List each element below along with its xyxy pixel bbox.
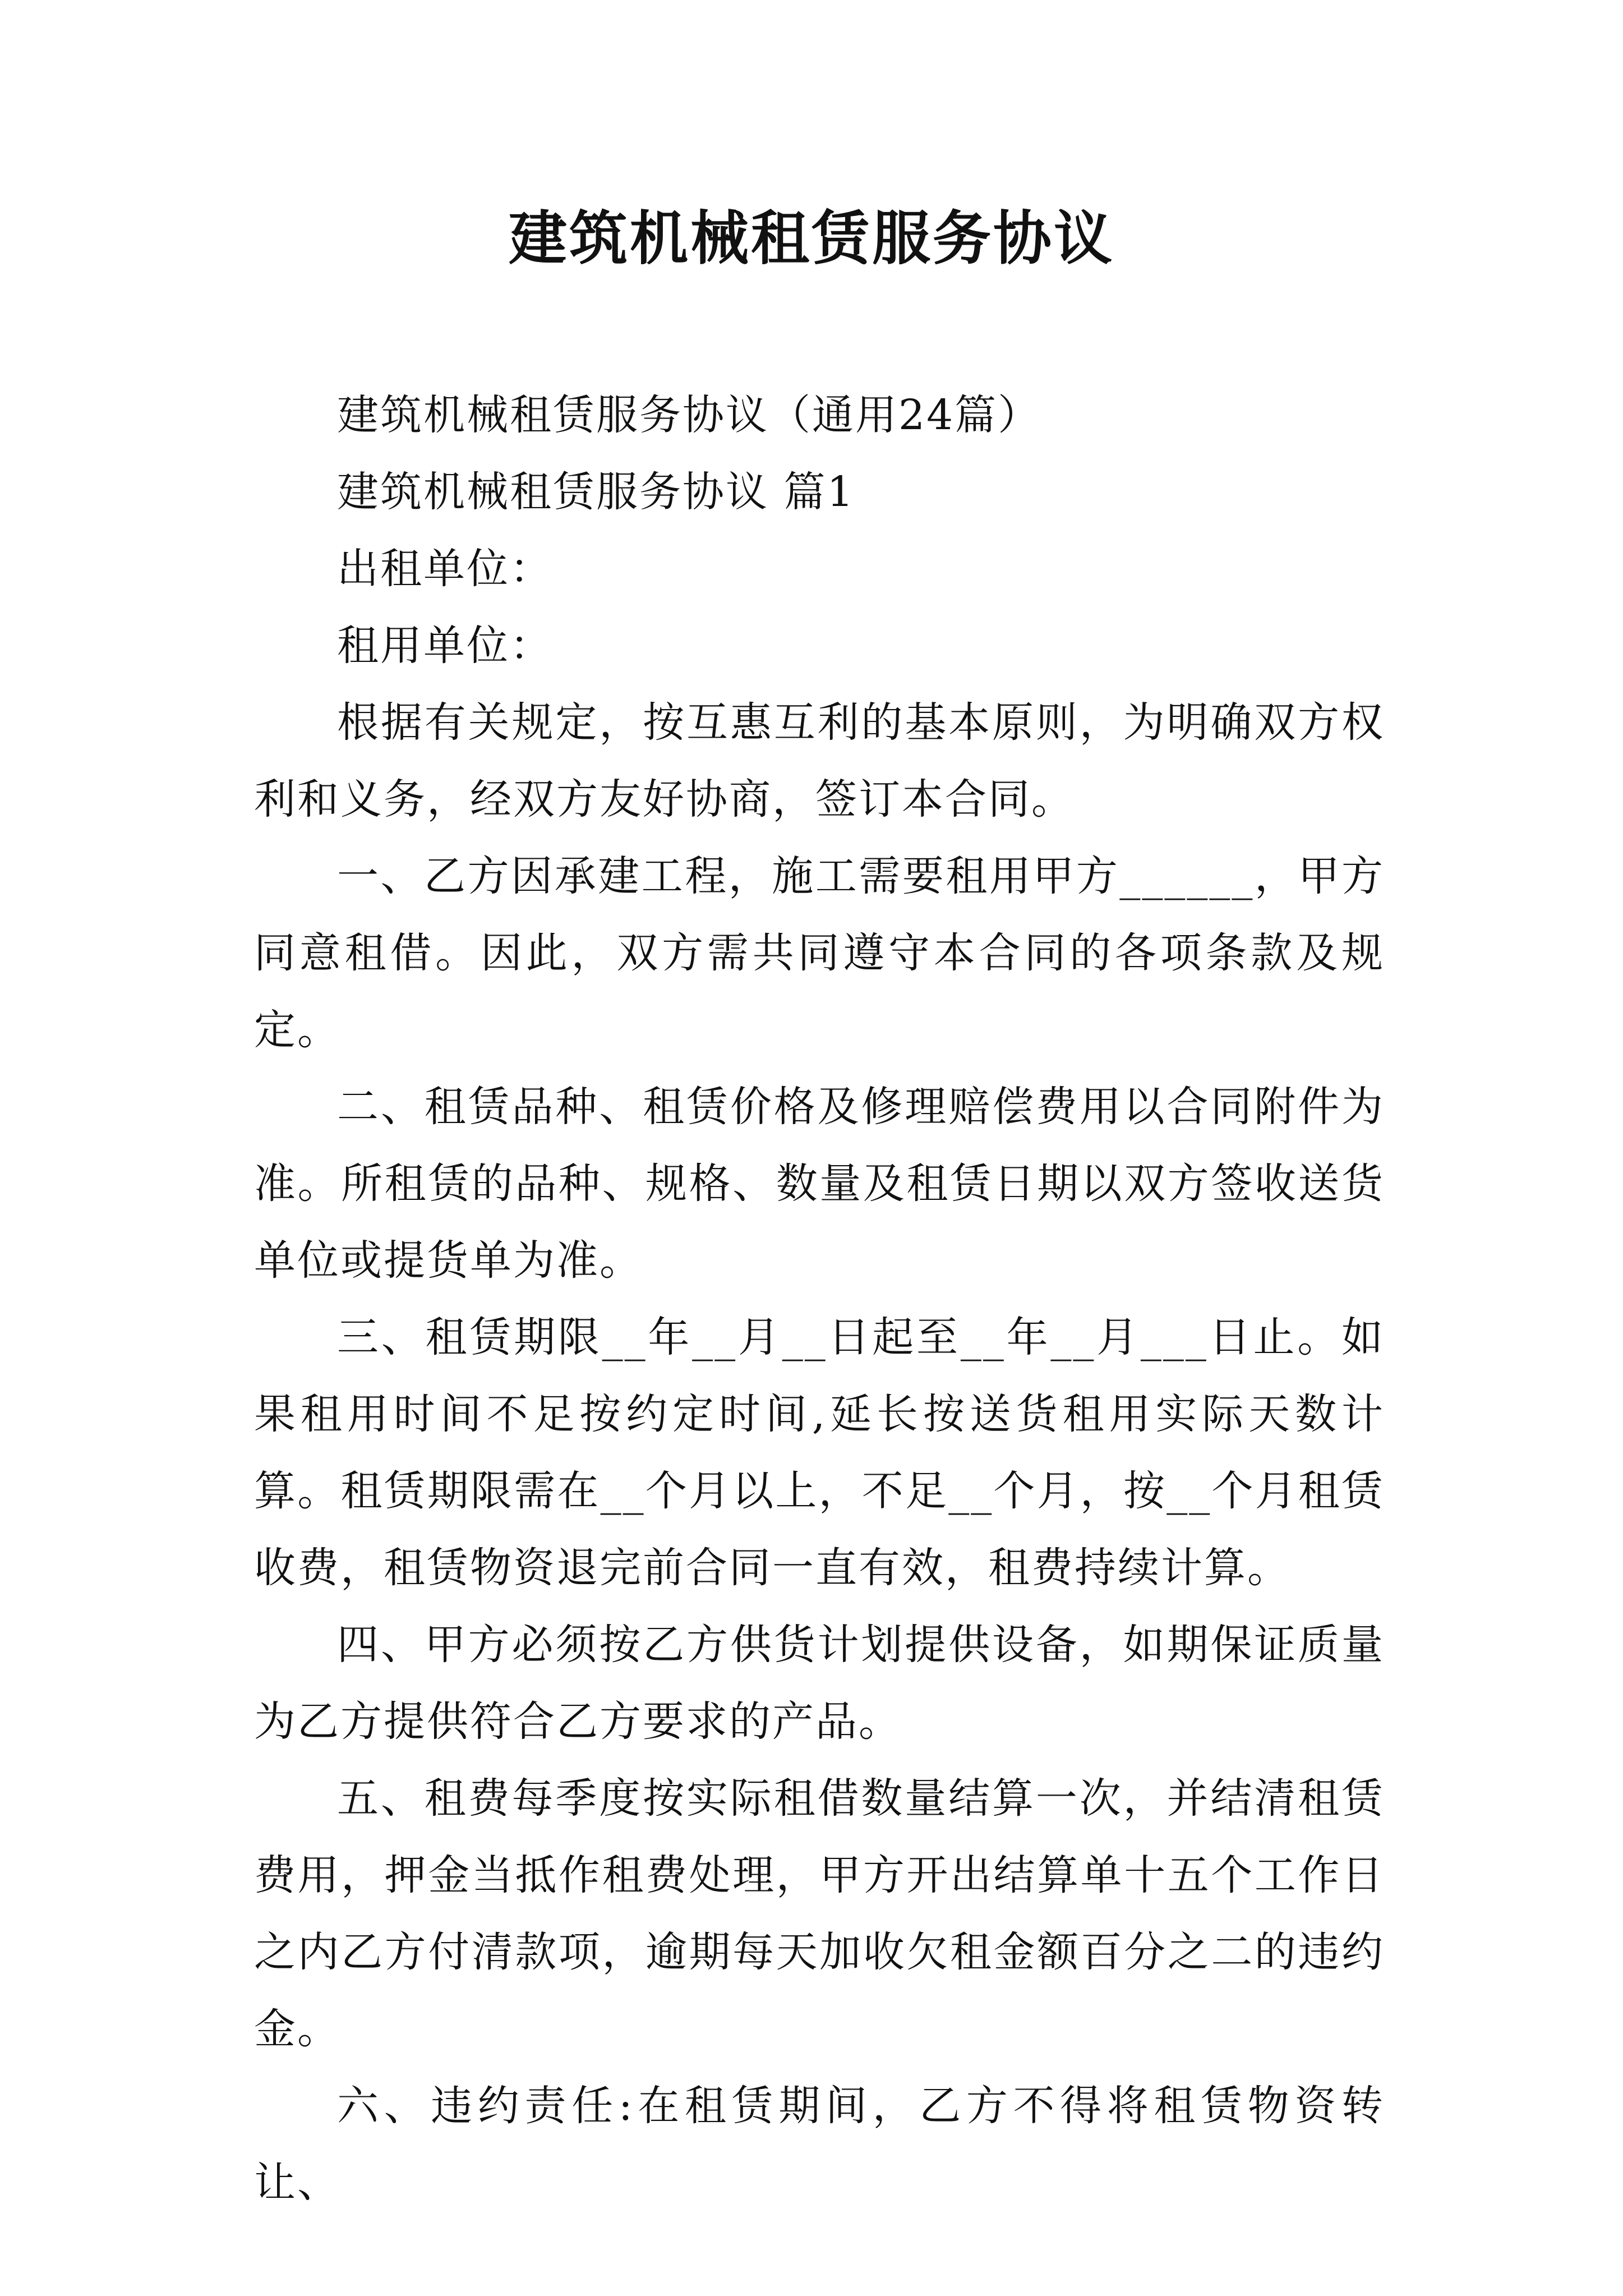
document-title: 建筑机械租赁服务协议 — [508, 204, 1114, 273]
paragraph-lessee: 租用单位： — [337, 622, 553, 670]
paragraph-preamble: 根据有关规定，按互惠互利的基本原则，为明确双方权利和义务，经双方友好协商，签订本合同。 — [254, 698, 1385, 823]
paragraph-clause-4: 四、甲方必须按乙方供货计划提供设备，如期保证质量为乙方提供符合乙方要求的产品。 — [254, 1621, 1385, 1746]
paragraph-section-heading: 建筑机械租赁服务协议 篇1 — [337, 468, 855, 516]
paragraph-clause-2: 二、租赁品种、租赁价格及修理赔偿费用以合同附件为准。所租赁的品种、规格、数量及租赁日期以双方签收送货单位或提货单为准。 — [254, 1083, 1385, 1285]
paragraph-clause-5: 五、租费每季度按实际租借数量结算一次，并结清租赁费用，押金当抵作租费处理，甲方开出结算单十五个工作日之内乙方付清款项，逾期每天加收欠租金额百分之二的违约金。 — [254, 1774, 1385, 2053]
paragraph-subtitle: 建筑机械租赁服务协议（通用24篇） — [337, 391, 1041, 439]
paragraph-clause-1: 一、乙方因承建工程，施工需要租用甲方______，甲方同意租借。因此，双方需共同遵守本合同的各项条款及规定。 — [254, 852, 1385, 1054]
paragraph-lessor: 出租单位： — [337, 545, 553, 593]
document-body — [254, 377, 1385, 2221]
paragraph-clause-3: 三、租赁期限__年__月__日起至__年__月___日止。如果租用时间不足按约定时间,延长按送货租用实际天数计算。租赁期限需在__个月以上，不足__个月，按__个月租赁收费，租赁物资退完前合同一直有效，租费持续计算。 — [254, 1313, 1385, 1592]
paragraph-clause-6: 六、违约责任:在租赁期间，乙方不得将租赁物资转让、 — [254, 2082, 1385, 2207]
